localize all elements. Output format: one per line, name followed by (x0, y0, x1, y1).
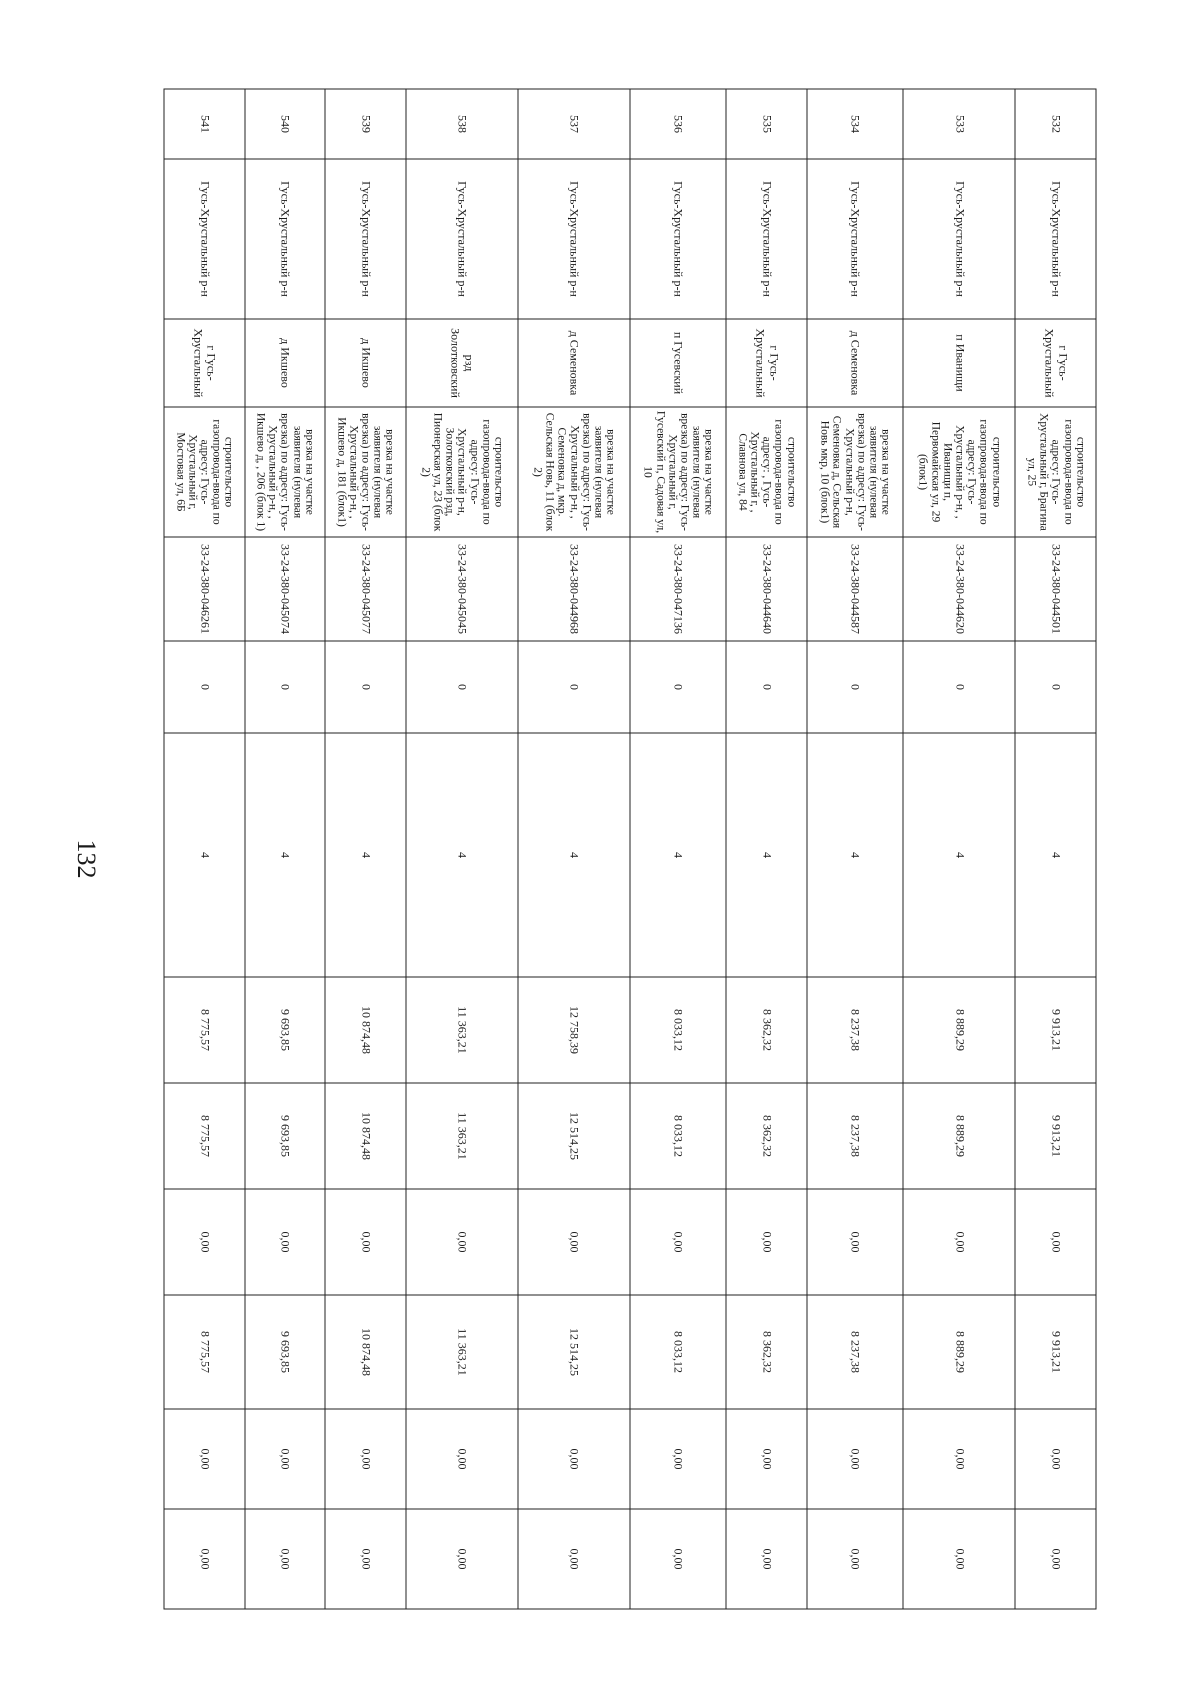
category-cell: 4 (1015, 733, 1096, 977)
amount-cell-2: 8 237,38 (807, 1083, 903, 1189)
amount-cell-5: 0,00 (164, 1409, 245, 1509)
category-cell: 4 (325, 733, 406, 977)
amount-cell-4: 11 363,21 (406, 1295, 518, 1409)
amount-cell-1: 11 363,21 (406, 977, 518, 1083)
row-index-cell: 539 (325, 89, 406, 159)
amount-cell-3: 0,00 (903, 1189, 1015, 1295)
category-cell: 4 (807, 733, 903, 977)
table-row (245, 89, 326, 1609)
amount-cell-2: 12 514,25 (518, 1083, 630, 1189)
settlement-cell: д Семеновка (807, 319, 903, 407)
amount-cell-4: 8 362,32 (726, 1295, 807, 1409)
amount-cell-4: 8 889,29 (903, 1295, 1015, 1409)
amount-cell-1: 8 033,12 (630, 977, 726, 1083)
code-cell: 0 (1015, 641, 1096, 733)
data-table (164, 88, 1097, 1609)
description-cell: строительство газопровода-ввода по адресу: Гусь-Хрустальный г, Брагина ул, 25 (1015, 407, 1096, 537)
amount-cell-5: 0,00 (807, 1409, 903, 1509)
amount-cell-6: 0,00 (518, 1509, 630, 1609)
code-cell: 0 (726, 641, 807, 733)
amount-cell-1: 8 775,57 (164, 977, 245, 1083)
amount-cell-6: 0,00 (325, 1509, 406, 1609)
rotated-table-container (164, 88, 1097, 1608)
amount-cell-1: 9 693,85 (245, 977, 326, 1083)
cadastral-number-cell: 33-24-380-045074 (245, 537, 326, 641)
row-index-cell: 536 (630, 89, 726, 159)
settlement-cell: г Гусь-Хрустальный (164, 319, 245, 407)
category-cell: 4 (406, 733, 518, 977)
description-cell: врезка на участке заявителя (нулевая врезка) по адресу: Гусь-Хрустальный р-н, , Икшево д, , 206 (блок 1) (245, 407, 326, 537)
code-cell: 0 (245, 641, 326, 733)
category-cell: 4 (630, 733, 726, 977)
district-cell: Гусь-Хрустальный р-н (630, 159, 726, 319)
amount-cell-4: 10 874,48 (325, 1295, 406, 1409)
description-cell: строительство газопровода-ввода по адресу: Гусь-Хрустальный р-н, , Иванищи п, Первомайская ул, 29 (блок1) (903, 407, 1015, 537)
amount-cell-2: 9 693,85 (245, 1083, 326, 1189)
amount-cell-1: 12 758,39 (518, 977, 630, 1083)
row-index-cell: 541 (164, 89, 245, 159)
amount-cell-5: 0,00 (903, 1409, 1015, 1509)
amount-cell-3: 0,00 (325, 1189, 406, 1295)
amount-cell-3: 0,00 (164, 1189, 245, 1295)
amount-cell-4: 12 514,25 (518, 1295, 630, 1409)
amount-cell-6: 0,00 (406, 1509, 518, 1609)
code-cell: 0 (164, 641, 245, 733)
district-cell: Гусь-Хрустальный р-н (903, 159, 1015, 319)
amount-cell-2: 10 874,48 (325, 1083, 406, 1189)
cadastral-number-cell: 33-24-380-047136 (630, 537, 726, 641)
amount-cell-1: 10 874,48 (325, 977, 406, 1083)
settlement-cell: д Семеновка (518, 319, 630, 407)
settlement-cell: п Гусевский (630, 319, 726, 407)
table-row (807, 89, 903, 1609)
amount-cell-2: 8 362,32 (726, 1083, 807, 1189)
amount-cell-3: 0,00 (518, 1189, 630, 1295)
amount-cell-2: 8 033,12 (630, 1083, 726, 1189)
district-cell: Гусь-Хрустальный р-н (406, 159, 518, 319)
code-cell: 0 (518, 641, 630, 733)
district-cell: Гусь-Хрустальный р-н (245, 159, 326, 319)
settlement-cell: п Иванищи (903, 319, 1015, 407)
code-cell: 0 (903, 641, 1015, 733)
cadastral-number-cell: 33-24-380-044640 (726, 537, 807, 641)
amount-cell-4: 8 237,38 (807, 1295, 903, 1409)
description-cell: строительство газопровода-ввода по адресу: Гусь-Хрустальный г, Мостовая ул, 6Б (164, 407, 245, 537)
amount-cell-6: 0,00 (630, 1509, 726, 1609)
amount-cell-3: 0,00 (406, 1189, 518, 1295)
amount-cell-4: 8 775,57 (164, 1295, 245, 1409)
category-cell: 4 (726, 733, 807, 977)
row-index-cell: 540 (245, 89, 326, 159)
row-index-cell: 535 (726, 89, 807, 159)
description-cell: врезка на участке заявителя (нулевая врезка) по адресу: Гусь-Хрустальный р-н, , Икшево д, 181 (блок1) (325, 407, 406, 537)
row-index-cell: 533 (903, 89, 1015, 159)
settlement-cell: г Гусь-Хрустальный (726, 319, 807, 407)
district-cell: Гусь-Хрустальный р-н (518, 159, 630, 319)
amount-cell-1: 8 889,29 (903, 977, 1015, 1083)
amount-cell-6: 0,00 (164, 1509, 245, 1609)
code-cell: 0 (807, 641, 903, 733)
district-cell: Гусь-Хрустальный р-н (807, 159, 903, 319)
amount-cell-6: 0,00 (726, 1509, 807, 1609)
category-cell: 4 (518, 733, 630, 977)
amount-cell-2: 11 363,21 (406, 1083, 518, 1189)
table-row (1015, 89, 1096, 1609)
amount-cell-1: 8 362,32 (726, 977, 807, 1083)
amount-cell-2: 9 913,21 (1015, 1083, 1096, 1189)
table-row (630, 89, 726, 1609)
table-row (726, 89, 807, 1609)
amount-cell-5: 0,00 (245, 1409, 326, 1509)
amount-cell-2: 8 889,29 (903, 1083, 1015, 1189)
description-cell: врезка на участке заявителя (нулевая врезка) по адресу: Гусь-Хрустальный р-н, , Семеновка д, мкр. Сельская Новь, 11 (блок 2) (518, 407, 630, 537)
amount-cell-3: 0,00 (245, 1189, 326, 1295)
amount-cell-5: 0,00 (518, 1409, 630, 1509)
table-row (164, 89, 245, 1609)
row-index-cell: 537 (518, 89, 630, 159)
description-cell: врезка на участке заявителя (нулевая врезка) по адресу: Гусь-Хрустальный г, Гусевский п, Садовая ул, 10 (630, 407, 726, 537)
amount-cell-5: 0,00 (325, 1409, 406, 1509)
category-cell: 4 (164, 733, 245, 977)
description-cell: строительство газопровода-ввода по адресу: Гусь-Хрустальный р-н, Золотковский рзд, Пионерская ул, 23 (блок 2) (406, 407, 518, 537)
cadastral-number-cell: 33-24-380-044587 (807, 537, 903, 641)
amount-cell-5: 0,00 (1015, 1409, 1096, 1509)
amount-cell-2: 8 775,57 (164, 1083, 245, 1189)
amount-cell-3: 0,00 (807, 1189, 903, 1295)
row-index-cell: 534 (807, 89, 903, 159)
amount-cell-4: 9 693,85 (245, 1295, 326, 1409)
amount-cell-5: 0,00 (630, 1409, 726, 1509)
district-cell: Гусь-Хрустальный р-н (726, 159, 807, 319)
settlement-cell: д Икшево (325, 319, 406, 407)
district-cell: Гусь-Хрустальный р-н (325, 159, 406, 319)
page-number: 132 (72, 839, 101, 879)
description-cell: строительство газопровода-ввода по адресу: , Гусь-Хрустальный г, , Славнова ул, 84 (726, 407, 807, 537)
cadastral-number-cell: 33-24-380-045045 (406, 537, 518, 641)
amount-cell-6: 0,00 (245, 1509, 326, 1609)
cadastral-number-cell: 33-24-380-044968 (518, 537, 630, 641)
amount-cell-1: 9 913,21 (1015, 977, 1096, 1083)
amount-cell-4: 9 913,21 (1015, 1295, 1096, 1409)
amount-cell-3: 0,00 (630, 1189, 726, 1295)
amount-cell-3: 0,00 (1015, 1189, 1096, 1295)
code-cell: 0 (406, 641, 518, 733)
amount-cell-4: 8 033,12 (630, 1295, 726, 1409)
settlement-cell: рзд Золотковский (406, 319, 518, 407)
settlement-cell: г Гусь-Хрустальный (1015, 319, 1096, 407)
table-row (903, 89, 1015, 1609)
amount-cell-5: 0,00 (406, 1409, 518, 1509)
row-index-cell: 538 (406, 89, 518, 159)
cadastral-number-cell: 33-24-380-044501 (1015, 537, 1096, 641)
code-cell: 0 (325, 641, 406, 733)
category-cell: 4 (245, 733, 326, 977)
description-cell: врезка на участке заявителя (нулевая врезка) по адресу: Гусь-Хрустальный р-н, Семеновка д, Сельская Новь мкр, 10 (блок1) (807, 407, 903, 537)
amount-cell-3: 0,00 (726, 1189, 807, 1295)
settlement-cell: д Икшево (245, 319, 326, 407)
table-row (406, 89, 518, 1609)
table-body (164, 89, 1096, 1609)
cadastral-number-cell: 33-24-380-046261 (164, 537, 245, 641)
amount-cell-6: 0,00 (807, 1509, 903, 1609)
table-row (325, 89, 406, 1609)
amount-cell-6: 0,00 (1015, 1509, 1096, 1609)
district-cell: Гусь-Хрустальный р-н (164, 159, 245, 319)
code-cell: 0 (630, 641, 726, 733)
amount-cell-6: 0,00 (903, 1509, 1015, 1609)
cadastral-number-cell: 33-24-380-044620 (903, 537, 1015, 641)
amount-cell-1: 8 237,38 (807, 977, 903, 1083)
category-cell: 4 (903, 733, 1015, 977)
row-index-cell: 532 (1015, 89, 1096, 159)
table-row (518, 89, 630, 1609)
amount-cell-5: 0,00 (726, 1409, 807, 1509)
cadastral-number-cell: 33-24-380-045077 (325, 537, 406, 641)
district-cell: Гусь-Хрустальный р-н (1015, 159, 1096, 319)
